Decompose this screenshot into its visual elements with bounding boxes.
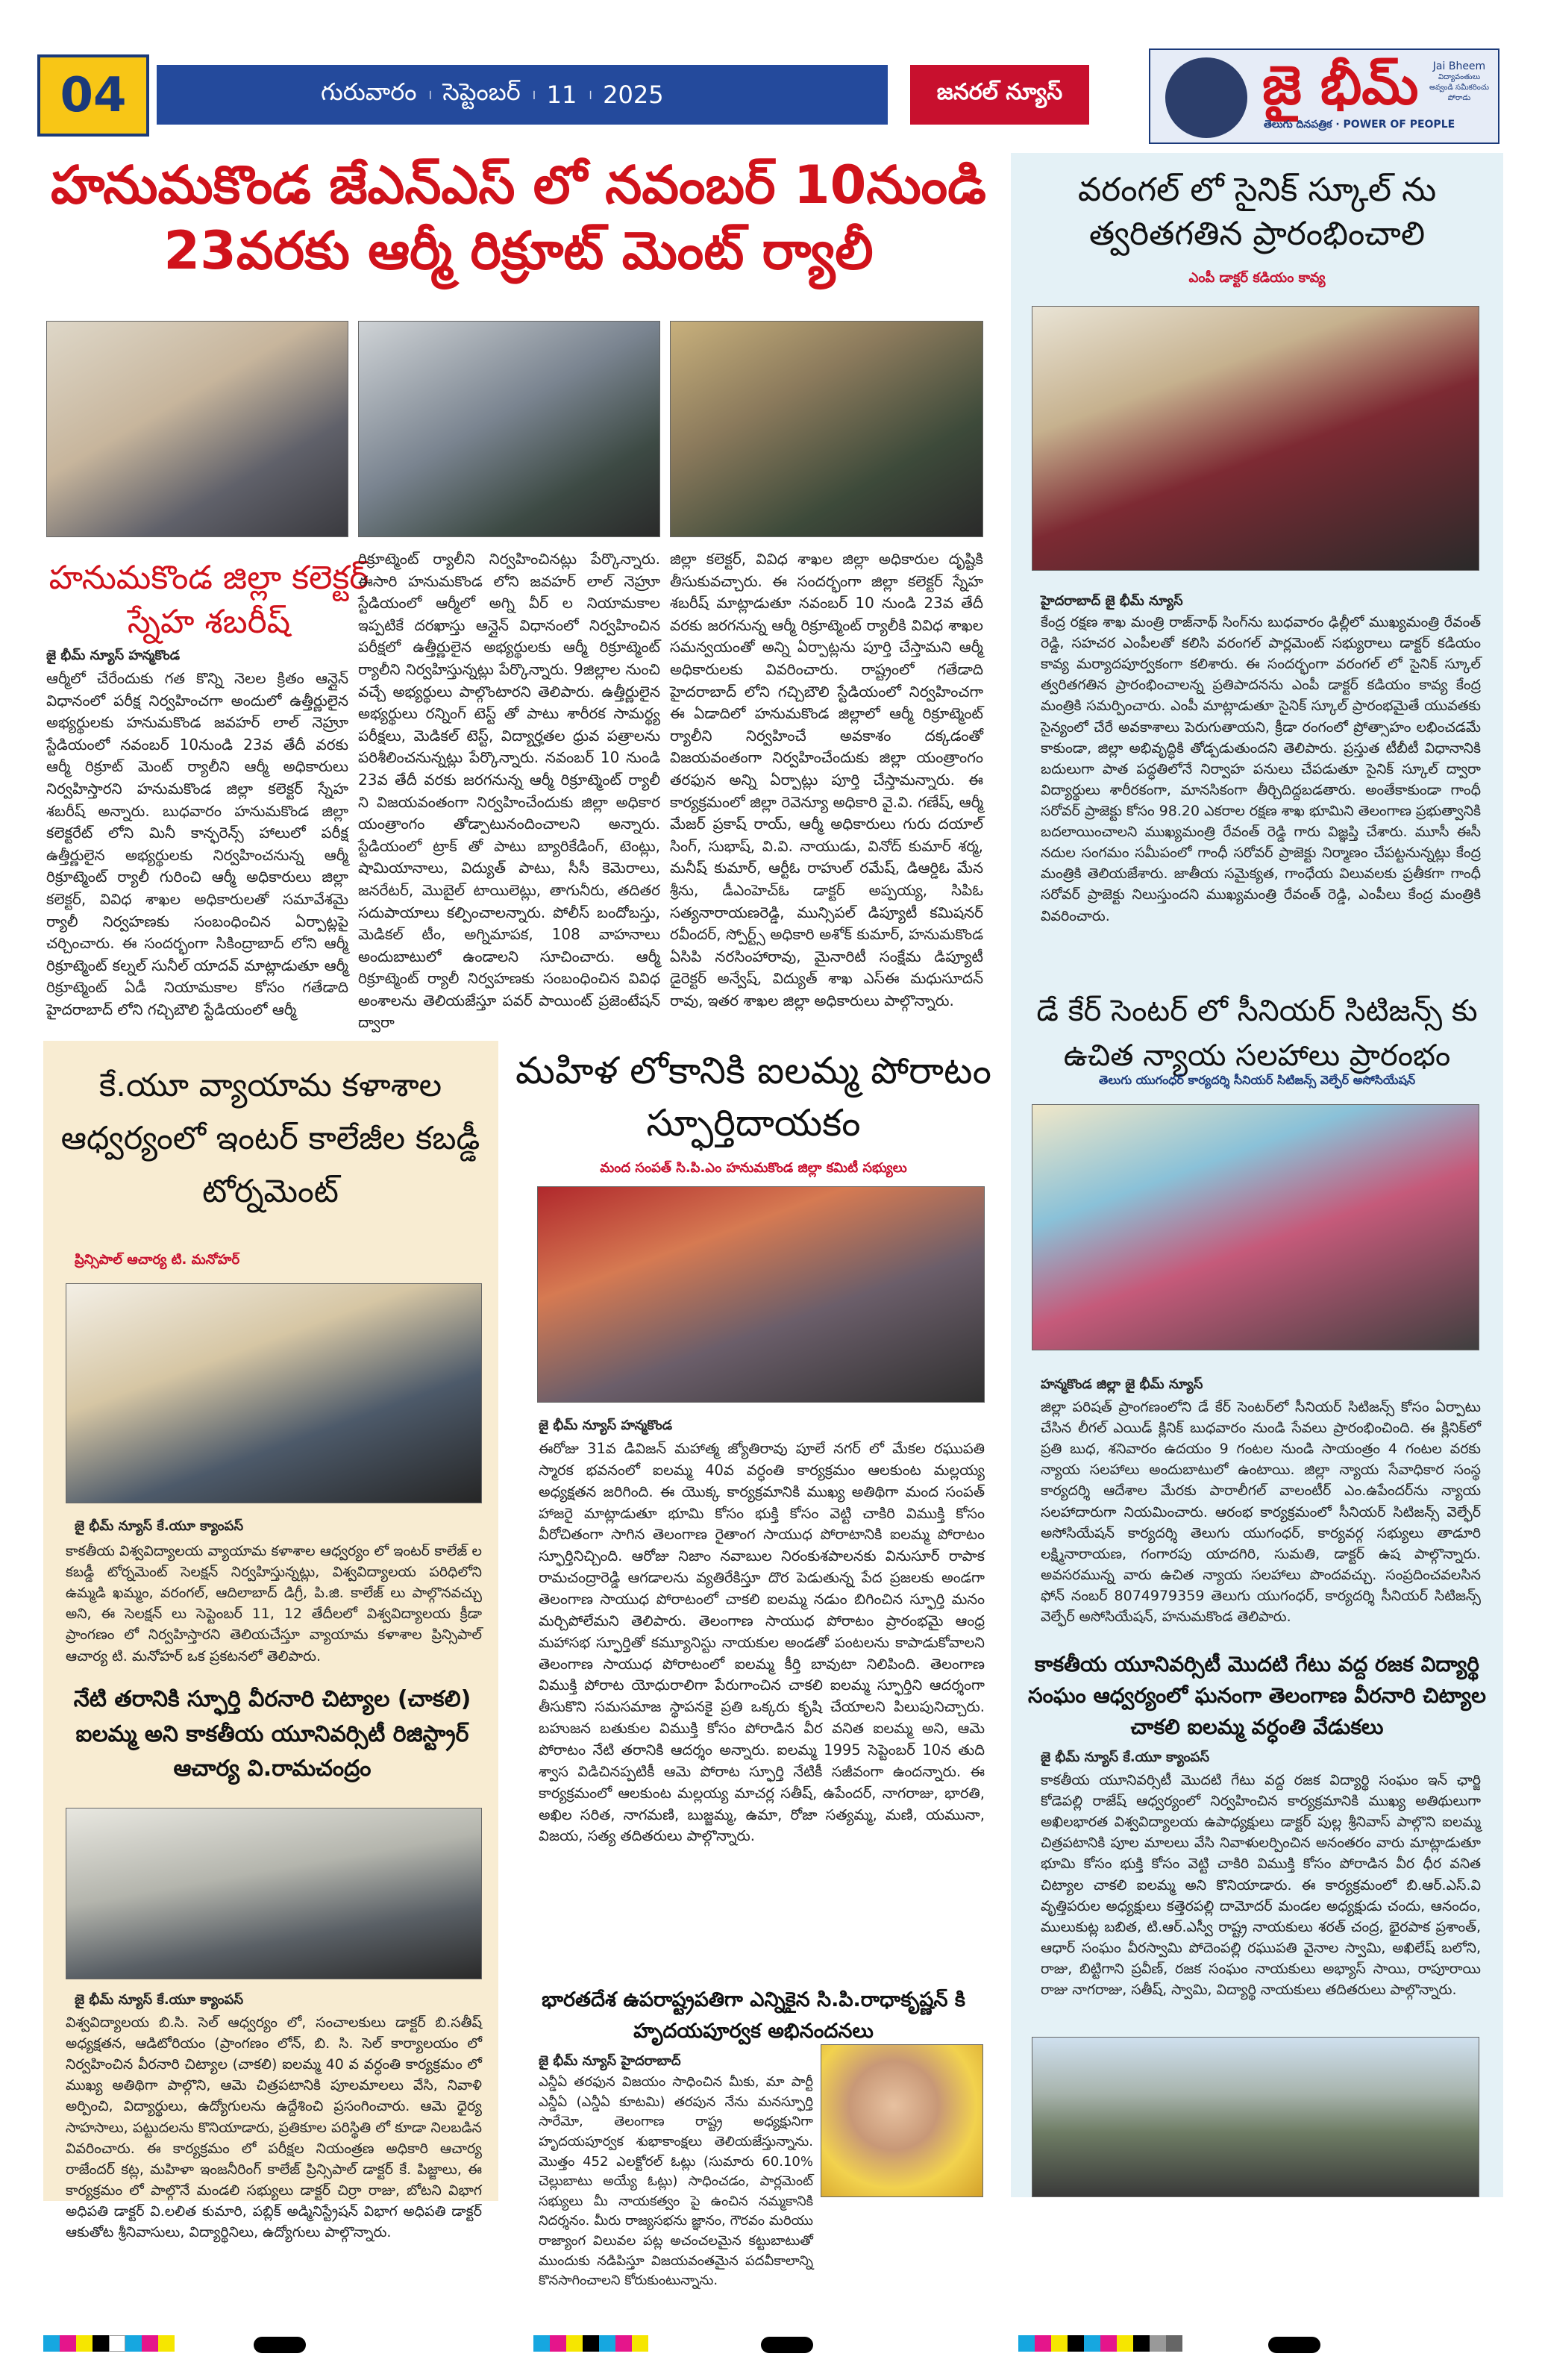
lead-subhead: హనుమకొండ జిల్లా కలెక్టర్ స్నేహ శబరీష్ bbox=[48, 559, 369, 642]
lead-headline: హనుమకొండ జేఎన్ఎస్ లో నవంబర్ 10నుండి 23వరకు ఆర్మీ రిక్రూట్ మెంట్ ర్యాలీ bbox=[51, 154, 986, 281]
middle-headline-2: భారతదేశ ఉపరాష్ట్రపతిగా ఎన్నికైన సి.పి.రాధాకృష్ణన్ కి హృదయపూర్వక అభినందనలు bbox=[542, 1988, 965, 2043]
color-bar-right bbox=[1018, 2335, 1182, 2352]
left-headline-2: నేటి తరానికి స్ఫూర్తి వీరనారి చిట్యాల (చాకలి) ఐలమ్మ అని కాకతీయ యూనివర్సిటీ రిజిస్ట్రార్ ఆచార్య వి.రామచంద్రం bbox=[73, 1686, 471, 1782]
middle-portrait-photo bbox=[821, 2044, 983, 2197]
date-date: 11 bbox=[546, 81, 577, 109]
masthead-brand bbox=[1429, 60, 1489, 104]
left-body-1: కాకతీయ విశ్వవిద్యాలయ వ్యాయామ కళాశాల ఆధ్వర్యం లో ఇంటర్ కాలేజ్ ల కబడ్డీ టోర్నమెంట్ సెలక్షన్ నిర్వహిస్తున్నట్లు, విశ్వవిద్యాలయ పరిధిలోని ఉమ్మడి ఖమ్మం, వరంగల్, ఆదిలాబాద్ డిగ్రీ, పి.జి. కాలేజ్ లు పాల్గొనవచ్చు అని, ఈ సెలక్షన్ లు సెప్టెంబర్ 11, 12 తేదీలలో విశ్వవిద్యాలయ క్రీడా ప్రాంగణం లో నిర్వహిస్తారని తెలియచేస్తూ వ్యాయామ కళాశాల ప్రిన్సిపాల్ ఆచార్య టి. మనోహర్ ఒక ప్రకటనలో తెలిపారు. bbox=[66, 1543, 482, 1665]
lead-photo-1 bbox=[46, 321, 348, 537]
right-bottom-photo bbox=[1032, 2037, 1479, 2197]
section-label: జనరల్ న్యూస్ bbox=[910, 65, 1089, 125]
registration-pill bbox=[1268, 2337, 1320, 2353]
date-separator: । bbox=[427, 87, 433, 103]
page-number: 04 bbox=[37, 54, 149, 137]
right-mid-photo bbox=[1032, 1104, 1479, 1350]
date-year: 2025 bbox=[603, 81, 664, 109]
right-top-attribution: ఎంపీ డాక్టర్ కడియం కావ్య bbox=[1188, 270, 1326, 286]
lead-column-2: రిక్రూట్మెంట్ ర్యాలీని నిర్వహించినట్లు పేర్కొన్నారు. ఈసారి హనుమకొండ లోని జవహర్ లాల్ నెహ్రూ స్టేడియంలో ఆర్మీలో అగ్ని వీర్ ల నియామకాల ఇప్పటికే దరఖాస్తు ఆన్లైన్ విధానంలో నిర్వహించిన పరీక్షలో ఉత్తీర్ణులైన అభ్యర్థులకు ఆర్మీ రిక్రూట్మెంట్ ర్యాలీని నిర్వహిస్తున్నట్లు పేర్కొన్నారు. 9జిల్లాల నుంచి వచ్చే అభ్యర్థులు పాల్గొంటారని తెలిపారు. ఉత్తీర్ణులైన అభ్యర్థులు రన్నింగ్ టెస్ట్ తో పాటు శారీరక సామర్థ్య పరీక్షలు, మెడికల్ టెస్ట్, విద్యార్హతల ధ్రువ పత్రాలను పరిశీలించనున్నట్లు పేర్కొన్నారు. నవంబర్ 10 నుండి 23వ తేదీ వరకు జరగనున్న ఆర్మీ రిక్రూట్మెంట్ ర్యాలీ ని విజయవంతంగా నిర్వహించేందుకు జిల్లా అధికార యంత్రాంగం తోడ్పాటునందించాలని అన్నారు. స్టేడియంలో ట్రాక్ తో పాటు బ్యారికేడింగ్, టెంట్లు, షామియానాలు, విద్యుత్ పాటు, సీసీ కెమెరాలు, జనరేటర్, మొబైల్ టాయిలెట్లు, తాగునీరు, తదితర సదుపాయాలు కల్పించాలన్నారు. పోలీస్ బందోబస్తు, మెడికల్ టీం, అగ్నిమాపక, 108 వాహనాలు అందుబాటులో ఉండాలని సూచించారు. ఆర్మీ రిక్రూట్మెంట్ ర్యాలీ నిర్వహణకు సంబంధించిన వివిధ అంశాలను తెలియజేస్తూ పవర్ పాయింట్ ప్రజెంటేషన్ ద్వారా bbox=[358, 550, 660, 1032]
masthead-tag: తెలుగు దినపత్రిక bbox=[1264, 119, 1332, 131]
left-photo-2 bbox=[66, 1808, 482, 1979]
masthead-slogan: విద్యావంతులు అవ్వండి సమీకరించు పోరాడు bbox=[1429, 73, 1489, 102]
left-body-2: విశ్వవిద్యాలయ బి.సి. సెల్ ఆధ్వర్యం లో, సంచాలకులు డాక్టర్ బి.సతీష్ అధ్యక్షతన, ఆడిటోరియం (ప్రాంగణం లోన్, బి. సి. సెల్ కార్యాలయం లో నిర్వహించిన వీరనారి చిట్యాల (చాకలి) ఐలమ్మ 40 వ వర్ధంతి కార్యక్రమం లో ముఖ్య అతిథిగా పాల్గొని, ఆమె చిత్రపటానికి పూలమాలలు వేసి, నివాళి అర్పించి, విద్యార్థులు, ఉద్యోగులను ఉద్దేశించి ప్రసంగించారు. ఆమె ధైర్య సాహసాలు, పట్టుదలను కొనియాడారు, ప్రతికూల పరిస్థితి లో కూడా నిలబడిన వివరించారు. ఈ కార్యక్రమం లో పరీక్షల నియంత్రణ అధికారి ఆచార్య రాజేందర్ కట్ల, మహిళా ఇంజనీరింగ్ కాలేజ్ ప్రిన్సిపాల్ డాక్టర్ కే. పిజ్జాలు, ఈ కార్యక్రమం లో పాల్గొనే మండలి సభ్యులు డాక్టర్ చిర్రా రాజు, బోటని విభాగ అధిపతి డాక్టర్ వి.లలిత కుమారి, పబ్లిక్ అడ్మినిస్ట్రేషన్ విభాగ అధిపతి డాక్టర్ ఆకుతోట శ్రీనివాసులు, విద్యార్థినిలు, ఉద్యోగులు పాల్గొన్నారు. bbox=[66, 2014, 482, 2241]
right-top-photo bbox=[1032, 306, 1479, 571]
registration-pill bbox=[254, 2337, 306, 2353]
date-month: సెప్టెంబర్ bbox=[442, 78, 521, 106]
right-bottom-headline: కాకతీయ యూనివర్సిటీ మొదటి గేటు వద్ద రజక విద్యార్థి సంఘం ఆధ్వర్యంలో ఘనంగా తెలంగాణ వీరనారి చిట్యాల చాకలి ఐలమ్మ వర్ధంతి వేడుకలు bbox=[1028, 1652, 1486, 1739]
middle-photo bbox=[537, 1186, 985, 1403]
lead-column-1: ఆర్మీలో చేరేందుకు గత కొన్ని నెలల క్రితం ఆన్లైన్ విధానంలో పరీక్ష నిర్వహించగా అందులో ఉత్తీర్ణులైన అభ్యర్థులకు హనుమకొండ జవహర్ లాల్ నెహ్రూ స్టేడియంలో నవంబర్ 10నుండి 23వ తేదీ వరకు ఆర్మీ రిక్రూట్ మెంట్ ర్యాలీని ఆర్మీ అధికారులు నిర్వహిస్తారని హనుమకొండ జిల్లా కలెక్టర్ స్నేహ శబరీష్ అన్నారు. బుధవారం హనుమకొండ జిల్లా కలెక్టరేట్ లోని మినీ కాన్ఫరెన్స్ హాలులో పరీక్ష ఉత్తీర్ణులైన అభ్యర్థులకు నిర్వహించనున్న ఆర్మీ రిక్రూట్మెంట్ ర్యాలీ గురించి ఆర్మీ అధికారులు జిల్లా కలెక్టర్, వివిధ శాఖల అధికారులతో సమావేశమై ర్యాలీ నిర్వహణకు సంబంధించిన ఏర్పాట్లపై చర్చించారు. ఈ సందర్భంగా సికింద్రాబాద్ లోని ఆర్మీ రిక్రూట్మెంట్ కల్నల్ సునీల్ యాదవ్ మాట్లాడుతూ ఆర్మీ రిక్రూట్మెంట్ ఏడీ నియామకాల కోసం గతేడాది హైదరాబాద్ లోని గచ్చిబౌలి స్టేడియంలో ఆర్మీ bbox=[46, 669, 348, 1018]
right-mid-headline: డే కేర్ సెంటర్ లో సీనియర్ సిటిజన్స్ కు ఉచిత న్యాయ సలహాలు ప్రారంభం bbox=[1036, 994, 1478, 1073]
ambedkar-portrait-icon bbox=[1165, 57, 1247, 138]
middle-body: ఈరోజు 31వ డివిజన్ మహాత్మ జ్యోతిరావు పూలే నగర్ లో మేకల రఘుపతి స్మారక భవనంలో ఐలమ్మ 40వ వర్ధంతి కార్యక్రమం ఆలకుంట మల్లయ్య అధ్యక్షతన జరిగింది. ఈ యొక్క కార్యక్రమానికి ముఖ్య అతిథిగా మంద సంపత్ హాజరై మాట్లాడుతూ భూమి కోసం భుక్తి కోసం వెట్టి చాకిరి విముక్తి కోసం వీరోచితంగా సాగిన తెలంగాణ రైతాంగ సాయుధ పోరాటానికి ఐలమ్మ పోరాటం స్ఫూర్తినిచ్చింది. ఆరోజు నిజాం నవాబుల నిరంకుశపాలనకు వినుసూర్ రాపాక రామచంద్రారెడ్డి ఆగడాలను వ్యతిరేకిస్తూ దొర పెడుతున్న పేద ప్రజలకు అండగా తెలంగాణ సాయుధ పోరాటంలో చాకలి ఐలమ్మ నడుం బిగించిన స్ఫూర్తి మనం మర్చిపోలేమని తెలిపారు. తెలంగాణ సాయుధ పోరాటం ప్రారంభమై ఆంధ్ర మహాసభ స్ఫూర్తితో కమ్యూనిస్టు నాయకుల అండతో పంటలను కాపాడుకోవాలని తెలంగాణ సాయుధ పోరాటంలో ఐలమ్మ కీర్తి బావుటా నిలిపింది. తెలంగాణ విముక్తి పోరాట యోధురాలిగా పేరుగాంచిన చాకలి ఐలమ్మ స్ఫూర్తిని ఆదర్శంగా తీసుకొని సమసమాజ స్థాపనకై ప్రతి ఒక్కరు కృషి చేయాలని పిలుపునిచ్చారు. బహుజన బతుకుల విముక్తి కోసం పోరాడిన వీర వనిత ఐలమ్మ అని, ఆమె పోరాటం నేటి తరానికి ఆదర్శం అన్నారు. ఐలమ్మ 1995 సెప్టెంబర్ 10న తుది శ్వాస విడిచినప్పటికీ ఆమె పోరాట స్ఫూర్తి నేటికీ సజీవంగా ఉందన్నారు. ఈ కార్యక్రమంలో ఆలకుంట మల్లయ్య మాచర్ల సతీష్, ఉపేందర్, నాగరాజు, భారతి, అఖిల సరిత, నాగమణి, బుజ్జమ్మ, ఉమా, రోజా సత్యమ్మ, మణి, యమునా, విజయ, సత్య తదితరులు పాల్గొన్నారు. bbox=[539, 1440, 985, 1845]
date-separator: । bbox=[530, 87, 536, 103]
date-separator: । bbox=[587, 87, 593, 103]
color-bar-left bbox=[43, 2335, 175, 2352]
print-registration-marks bbox=[0, 2335, 1542, 2358]
left-photo-1 bbox=[66, 1283, 482, 1503]
right-bottom-body: కాకతీయ యూనివర్సిటీ మొదటి గేటు వద్ద రజక విద్యార్థి సంఘం ఇన్ ఛార్జి కోడెపల్లి రాజేష్ ఆధ్వర్యంలో నిర్వహించిన కార్యక్రమానికి ముఖ్య అతిథులుగా అఖిలభారత విశ్వవిద్యాలయ ఉపాధ్యక్షులు డాక్టర్ పుల్ల శ్రీనివాస్ పాల్గొని ఐలమ్మ చిత్రపటానికి పూల మాలలు వేసి నివాళులర్పించిన అనంతరం వారు మాట్లాడుతూ భూమి కోసం భుక్తి కోసం వెట్టి చాకిరి విముక్తి కోసం పోరాడిన వీర ధీర వనిత చిట్యాల చాకలి ఐలమ్మ అని కొనియాడారు. ఈ కార్యక్రమంలో బి.ఆర్.ఎస్.వి వృత్తిపరుల అధ్యక్షులు కత్తెరపల్లి దామోదర్ మండల అధ్యక్షుడు చందు, ఆనందం, ములుకుట్ల బబిత, టి.ఆర్.ఎస్వీ రాష్ట్ర నాయకులు శరత్ చంద్ర, భైరపాక ప్రశాంత్, ఆధార్ సంఘం వీరస్వామి పోదెంపల్లి రఘుపతి వైనాల స్వామి, అఖిలేష్ బలోని, రాజు, బిట్టిగాని ప్రవీణ్, రజక సంఘం నాయకులు అభ్యాస్ సాయి, రాపూరాయి రాజు నాగరాజు, సతీష్, స్వామి, విద్యార్థి నాయకులు తదితరులు పాల్గొన్నారు. bbox=[1041, 1772, 1481, 1999]
right-top-byline: హైదరాబాద్ జై భీమ్ న్యూస్ bbox=[1041, 593, 1183, 609]
left-byline-2: జై భీమ్ న్యూస్ కే.యూ క్యాంపస్ bbox=[75, 1992, 244, 2008]
date-bar bbox=[157, 65, 888, 125]
middle-body-2-part-a: ఎన్డీఏ తరఫున విజయం సాధించిన మీకు, మా పార్టీ ఎన్డీఏ (ఎన్డీఏ కూటమి) తరపున నేను మనస్ఫూర్తి సారేమో, తెలంగాణ రాష్ట్ర అధ్యక్షునిగా హృదయపూర్వక శుభాకాంక్షలు తెలియజేస్తున్నాను. మొత్తం 452 ఎలక్టోరల్ ఓట్లు (సుమారు 60.10% చెల్లుబాటు అయ్యే ఓట్లు) సాధించడం, పార్లమెంట్ సభ్యులు మీ నాయకత్వం పై ఉంచిన నమ్మకానికి నిదర్శనం. మీరు రాజ్యసభను జ్ఞానం, గౌరవం మరియు రాజ్యాంగ విలువల పట్ల అచంచలమైన కట్టుబాటుతో ముందుకు నడిపిస్తూ విజయవంతమైన పదవీకాలాన్ని కొనసాగించాలని కోరుకుంటున్నాను. bbox=[539, 2074, 813, 2289]
middle-byline-2: జై భీమ్ న్యూస్ హైదరాబాద్ bbox=[539, 2053, 681, 2069]
right-top-headline: వరంగల్ లో సైనిక్ స్కూల్ ను త్వరితగతిన ప్రారంభించాలి bbox=[1077, 171, 1437, 254]
masthead-title: జై భీమ్ bbox=[1262, 54, 1419, 116]
lead-photo-2 bbox=[358, 321, 660, 537]
lead-photo-3 bbox=[670, 321, 983, 537]
lead-byline: జై భీమ్ న్యూస్ హన్మకొండ bbox=[46, 648, 181, 663]
registration-pill bbox=[761, 2337, 813, 2353]
middle-headline: మహిళ లోకానికి ఐలమ్మ పోరాటం స్ఫూర్తిదాయకం bbox=[515, 1049, 991, 1144]
middle-attribution: మంద సంపత్ సి.పి.ఎం హనుమకొండ జిల్లా కమిటీ సభ్యులు bbox=[600, 1160, 907, 1176]
right-mid-body: జిల్లా పరిషత్ ప్రాంగణంలోని డే కేర్ సెంటర్‌లో సీనియర్ సిటిజన్స్ కోసం ఏర్పాటు చేసిన లీగల్ ఎయిడ్ క్లినిక్ బుధవారం నుండి సేవలు ప్రారంభించింది. ఈ క్లినిక్‌లో ప్రతి బుధ, శనివారం ఉదయం 9 గంటల నుండి సాయంత్రం 4 గంటల వరకు న్యాయ సలహాలు అందుబాటులో ఉంటాయి. జిల్లా న్యాయ సేవాధికార సంస్థ కార్యదర్శి ఆదేశాల మేరకు పారాలీగల్ వాలంటీర్ ఎం.ఉపేందర్‌ను న్యాయ సలహాదారుగా నియమించారు. ఆరంభ కార్యక్రమంలో సీనియర్ సిటిజన్స్ వెల్ఫేర్ అసోసియేషన్ కార్యదర్శి తెలుగు యుగంధర్, కార్యవర్గ సభ్యులు తాడూరి లక్ష్మినారాయణ, గంగారపు యాదగిరి, సుమతి, డాక్టర్ ఉష పాల్గొన్నారు. అవసరమున్న వారు ఉచిత న్యాయ సలహాలు పొందవచ్చు. సంప్రదించవలసిన ఫోన్ నంబర్ 8074979359 తెలుగు యుగంధర్, కార్యదర్శి సీనియర్ సిటిజన్స్ వెల్ఫేర్ అసోసియేషన్, హనుమకొండ తెలిపారు. bbox=[1041, 1399, 1481, 1626]
color-bar-center bbox=[533, 2335, 648, 2352]
lead-column-3: జిల్లా కలెక్టర్, వివిధ శాఖల జిల్లా అధికారుల దృష్టికి తీసుకువచ్చారు. ఈ సందర్భంగా జిల్లా కలెక్టర్ స్నేహ శబరీష్ మాట్లాడుతూ నవంబర్ 10 నుండి 23వ తేదీ వరకు జరగనున్న ఆర్మీ రిక్రూట్మెంట్ ర్యాలీకి వివిధ శాఖల సమన్వయంతో అన్ని ఏర్పాట్లను పూర్తి చేస్తామని ఆర్మీ అధికారులకు వివరించారు. రాష్ట్రంలో గతేడాది హైదరాబాద్ లోని గచ్చిబౌలి స్టేడియంలో నిర్వహించగా ఈ ఏడాదిలో హనుమకొండ జిల్లాలో ఆర్మీ రిక్రూట్మెంట్ ర్యాలీని నిర్వహించే అవకాశం దక్కడంతో విజయవంతంగా నిర్వహించేందుకు జిల్లా యంత్రాంగం తరఫున అన్ని ఏర్పాట్లు పూర్తి చేస్తామన్నారు. ఈ కార్యక్రమంలో జిల్లా రెవెన్యూ అధికారి వై.వి. గణేష్, ఆర్మీ మేజర్ ప్రకాష్ రాయ్, ఆర్మీ అధికారులు గురు దయాల్ సింగ్, సుభాష్, వి.వి. నాయుడు, వినోద్ కుమార్ శర్మ, మనీష్ కుమార్, ఆర్టీఓ రాహుల్ రమేష్, డిఆర్డిఓ మేన శ్రీను, డీఎంహెచ్ఓ డాక్టర్ అప్పయ్య, సిపిఓ సత్యనారాయణరెడ్డి, మున్సిపల్ డిప్యూటీ కమిషనర్ రవీందర్, స్పోర్ట్స్ అధికారి అశోక్ కుమార్, హనుమకొండ ఏసిపి నరసింహారావు, మైనారిటీ సంక్షేమ డిప్యూటీ డైరెక్టర్ అన్వేష్, విద్యుత్ శాఖ ఎస్ఈ మధుసూదన్ రావు, ఇతర శాఖల జిల్లా అధికారులు పాల్గొన్నారు. bbox=[670, 550, 983, 1009]
masthead-brand-name: Jai Bheem bbox=[1432, 60, 1486, 72]
page-header bbox=[37, 48, 1499, 145]
right-bottom-byline: జై భీమ్ న్యూస్ కే.యూ క్యాంపస్ bbox=[1041, 1750, 1210, 1765]
masthead-logo bbox=[1149, 48, 1499, 144]
right-mid-attribution: తెలుగు యుగంధర్ కార్యదర్శి సీనియర్ సిటిజన్స్ వెల్ఫేర్ అసోసియేషన్ bbox=[1098, 1073, 1416, 1087]
date-day: గురువారం bbox=[321, 78, 417, 106]
left-byline-1: జై భీమ్ న్యూస్ కే.యూ క్యాంపస్ bbox=[75, 1518, 244, 1534]
left-attribution: ప్రిన్సిపాల్ ఆచార్య టి. మనోహర్ bbox=[75, 1252, 240, 1268]
masthead-power: POWER OF PEOPLE bbox=[1343, 119, 1455, 131]
middle-byline: జై భీమ్ న్యూస్ హన్మకొండ bbox=[539, 1418, 673, 1433]
masthead-subtitle: తెలుగు దినపత్రిక · POWER OF PEOPLE bbox=[1264, 119, 1455, 131]
left-headline: కే.యూ వ్యాయామ కళాశాల ఆధ్వర్యంలో ఇంటర్ కాలేజీల కబడ్డీ టోర్నమెంట్ bbox=[60, 1067, 480, 1210]
right-top-body: కేంద్ర రక్షణ శాఖ మంత్రి రాజ్‌నాథ్ సింగ్‌ను బుధవారం ఢిల్లీలో ముఖ్యమంత్రి రేవంత్ రెడ్డి, సహచర ఎంపీలతో కలిసి వరంగల్ పార్లమెంట్ సభ్యురాలు డాక్టర్ కడియం కావ్య మర్యాదపూర్వకంగా కలిశారు. ఈ సందర్భంగా వరంగల్ లో సైనిక్ స్కూల్ త్వరితగతిన ప్రారంభించాలన్న ప్రతిపాదనను ఎంపీ డాక్టర్ కడియం కావ్య కేంద్ర మంత్రికి సమర్పించారు. ఎంపీ మాట్లాడుతూ సైనిక్ స్కూల్ ప్రారంభమైతే యువతకు సైన్యంలో చేరే అవకాశాలు పెరుగుతాయని, క్రీడా రంగంలో ప్రోత్సాహం లభించడమే కాకుండా, జిల్లా అభివృద్ధికి తోడ్పడుతుందని తెలిపారు. ప్రస్తుత టీబీటీ విధానానికి బదులుగా పాత పద్ధతిలోనే నిర్వాహ పనులు చేపడుతూ సైనిక్ స్కూల్ ద్వారా విద్యార్థులు శారీరకంగా, మానసికంగా తీర్చిదిద్దబడతారు. అంతేకాకుండా గాంధీ సరోవర్ ప్రాజెక్టు కోసం 98.20 ఎకరాల రక్షణ శాఖ భూమిని తెలంగాణ ప్రభుత్వానికి బదలాయించాలని ముఖ్యమంత్రి రేవంత్ రెడ్డి గారు విజ్ఞప్తి చేశారు. మూసీ ఈసీ నదుల సంగమం సమీపంలో గాంధీ సరోవర్ ప్రాజెక్టు నిర్మాణం చేపట్టనున్నట్లు కేంద్ర మంత్రికి తెలియజేశారు. జాతీయ సమైక్యత, గాంధేయ విలువలకు ప్రతీకగా గాంధీ సరోవర్ ప్రాజెక్టు నిలుస్తుందని ముఖ్యమంత్రి రేవంత్ రెడ్డి, ఎంపీలు కేంద్ర మంత్రికి వివరించారు. bbox=[1041, 614, 1481, 924]
right-mid-byline: హన్మకొండ జిల్లా జై భీమ్ న్యూస్ bbox=[1041, 1377, 1203, 1392]
